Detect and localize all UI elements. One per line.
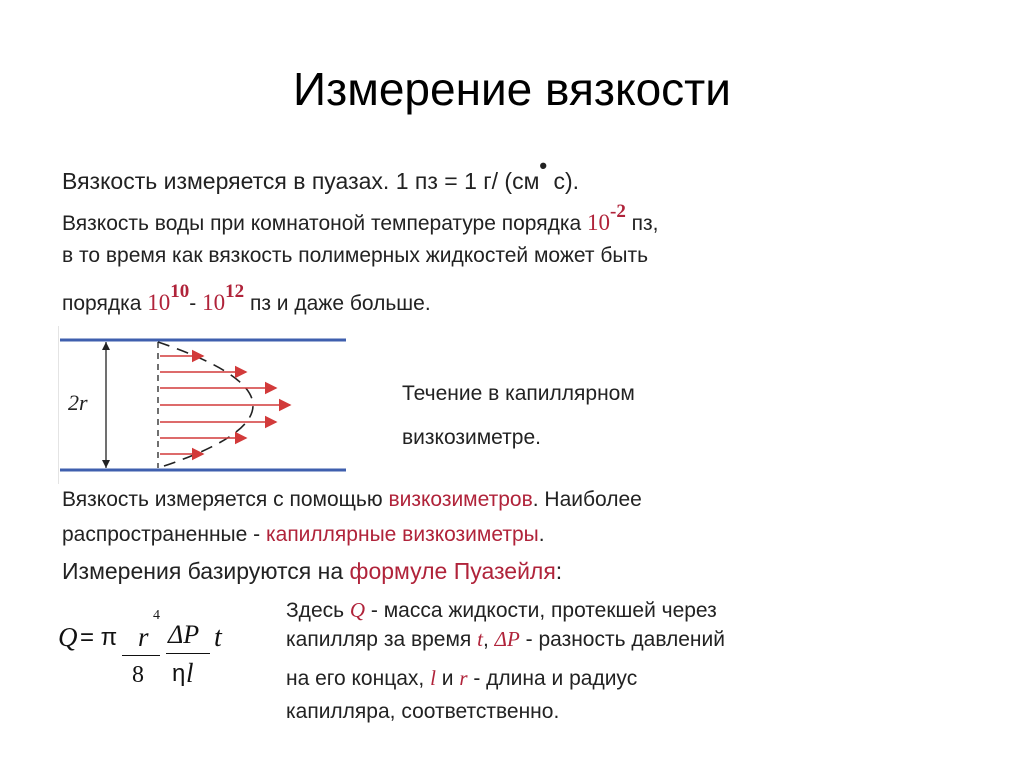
power-base: 10 [587,210,610,235]
water-viscosity-tail: пз, [625,212,659,235]
water-viscosity-line [62,201,659,236]
formula-power: 4 [153,608,160,623]
dimension-arrow-bottom [102,460,110,468]
poiseuille-term: формуле Пуазейля [349,558,556,584]
power-base-2: 10 [202,290,226,315]
viscometer-term: визкозиметров [388,488,533,511]
slide-title: Измерение вязкости [293,63,731,115]
var-delta-p: ΔP [494,627,520,651]
range-dash: - [189,292,203,315]
poiseuille-colon: : [555,558,563,584]
var-q: Q [349,598,366,622]
formula-t: t [214,622,222,653]
formula-eight: 8 [132,662,144,688]
explain-text: Здесь [286,599,350,622]
poiseuille-text: Измерения базируются на [62,558,350,584]
formula-r: r [138,622,149,652]
capillary-viscometer-term: капиллярные визкозиметры [265,523,539,546]
diagram-caption-line-2: визкозиметре. [402,426,541,449]
power-exponent-2: 12 [225,281,245,302]
var-r: r [459,666,468,690]
explain-line-1 [286,598,717,623]
radius-label: 2r [68,390,88,415]
polymer-viscosity-line: в то время как вязкость полимерных жидкостей может быть [62,244,649,267]
viscometer-line-1 [62,488,642,512]
explain-line-3 [286,666,637,691]
explain-line-2 [286,627,725,652]
formula-delta-p: ΔP [168,620,200,649]
water-viscosity-text: Вязкость воды при комнатоной температуре порядка [62,212,587,235]
common-text-tail: . [538,523,545,546]
explain-text: - длина и радиус [467,667,638,690]
polymer-range-line [62,281,431,316]
formula-q: Q [58,622,78,652]
power-exponent: -2 [610,201,626,222]
viscosity-unit-line [62,153,580,195]
explain-text: капилляр за время [286,628,478,651]
explain-text: , [482,628,495,651]
viscosity-unit-text: Вязкость измеряется в пуазах. 1 пз = 1 г/ (см [62,168,540,194]
fraction-bar-left [122,655,160,656]
poiseuille-line [62,558,562,585]
viscosity-unit-tail: с). [547,168,580,194]
explain-line-4: капилляра, соответственно. [286,700,560,723]
var-t: t [477,627,483,651]
power-exponent-1: 10 [170,281,190,302]
explain-text: - масса жидкости, протекшей через [365,599,717,622]
viscometer-text: Вязкость измеряется с помощью [62,488,389,511]
var-l: l [430,666,436,690]
fraction-bar-right [166,653,210,654]
formula-eq-pi: = π [80,624,118,651]
viscometer-line-2 [62,523,545,547]
dimension-arrow-top [102,342,110,350]
formula-l: l [186,658,194,688]
polymer-range-tail: пз и даже больше. [244,292,431,315]
common-text: распространенные - [62,523,266,546]
diagram-caption-line-1: Течение в капиллярном [402,382,635,405]
multiplication-dot: • [539,153,548,178]
polymer-range-text: порядка [62,292,148,315]
viscometer-text-tail: . Наиболее [532,488,642,511]
poiseuille-formula [58,608,238,698]
explain-text: и [435,667,460,690]
power-base-1: 10 [147,290,171,315]
explain-text: на его концах, [286,667,431,690]
explain-text: - разность давлений [519,628,725,651]
formula-eta: η [172,660,186,687]
capillary-flow-diagram [58,326,350,484]
